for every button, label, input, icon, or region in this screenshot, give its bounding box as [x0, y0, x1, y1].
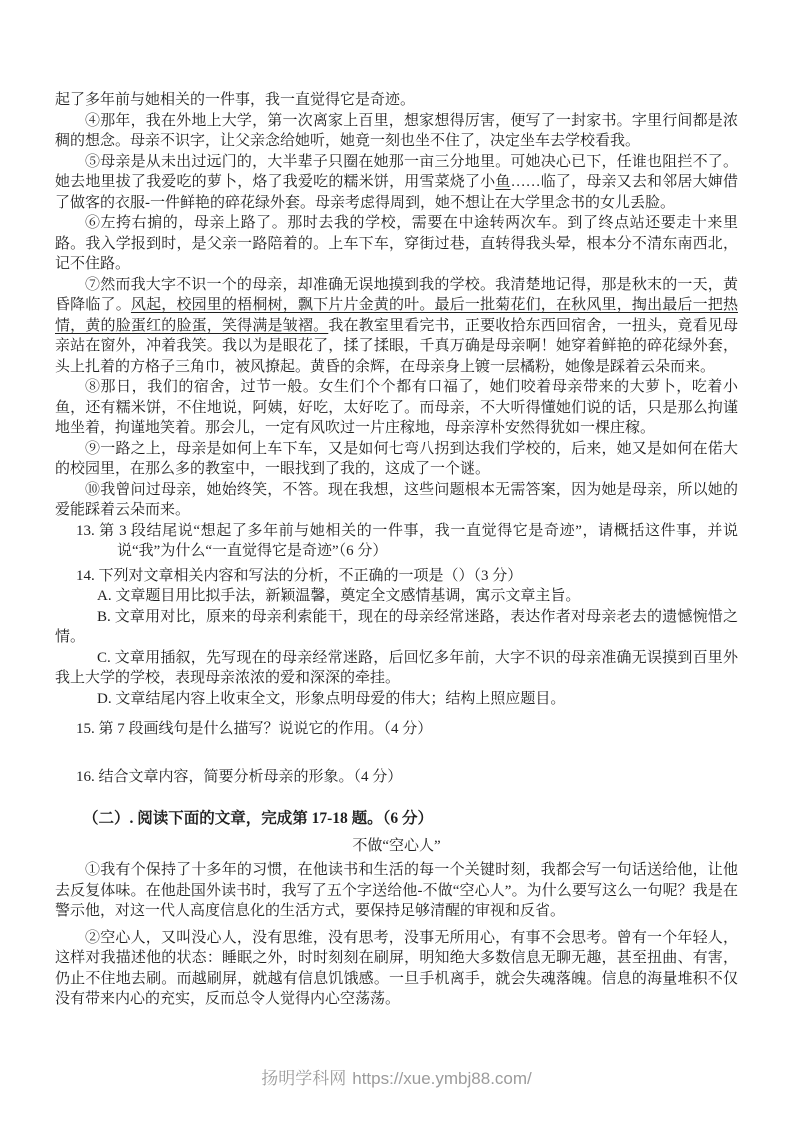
article-2-paragraph-2: ②空心人，又叫没心人，没有思维，没有思考，没事无所用心，有事不会思考。曾有一个年轻人，这样对我描述他的状态：睡眠之外，时时刻刻在刷屏，明知绝大多数信息无聊无趣，甚至扭曲、有害，仍止不住地去刷。而越刷屏，就越有信息饥饿感。一旦手机离手，就会失魂落魄。信息的海量堆积不仅没有带来内心的充实，反而总令人觉得内心空荡荡。 [55, 929, 738, 1007]
paragraph-8: ⑧那日，我们的宿舍，过节一般。女生们个个都有口福了，她们咬着母亲带来的大萝卜，吃着小鱼，还有糯米饼，不住地说，阿姨，好吃，太好吃了。而母亲，不大听得懂她们说的话，只是那么拘谨地坐着，拘谨地笑着。那会儿，一定有风吹过一片庄稼地，母亲淳朴安然得犹如一棵庄稼。 [55, 379, 738, 436]
paragraph-7-text: ⑦然而我大字不识一个的母亲，却准确无误地摸到我的学校。我清楚地记得，那是秋末的一天，黄昏降临了。 [55, 276, 738, 313]
paragraph-5 [55, 152, 738, 214]
paragraph-10: ⑩我曾问过母亲，她始终笑，不答。现在我想，这些问题根本无需答案，因为她是母亲，所以她的爱能踩着云朵而来。 [55, 481, 738, 518]
paragraph-7-underlined-sentence: 风起，校园里的梧桐树，飘下片片金黄的叶。最后一批菊花们，在秋风里，掏出最后一把热情，黄的脸蛋红的脸蛋，笑得满是皱褶。 [55, 297, 738, 334]
question-14-option-c: C. 文章用插叙，先写现在的母亲经常迷路，后回忆多年前，大字不识的母亲准确无误摸到百里外我上大学的学校，表现母亲浓浓的爱和深深的牵挂。 [55, 649, 738, 686]
paragraph-4: ④那年，我在外地上大学，第一次离家上百里，想家想得厉害，便写了一封家书。字里行间都是浓稠的想念。母亲不识字，让父亲念给她听，她竟一刻也坐不住了，决定坐车去学校看我。 [55, 112, 738, 149]
question-14-option-d: D. 文章结尾内容上收束全文，形象点明母爱的伟大；结构上照应题目。 [97, 690, 566, 707]
site-url: https://xue.ymbj88.com/ [352, 1069, 532, 1088]
section-2-header: （二）. 阅读下面的文章，完成第 17-18 题。（6 分） [83, 810, 434, 827]
site-watermark [0, 1064, 793, 1089]
paragraph-9: ⑨一路之上，母亲是如何上车下车，又是如何七弯八拐到达我们学校的，后来，她又是如何在偌大的校园里，在那么多的教室中，一眼找到了我的，这成了一个谜。 [55, 440, 738, 477]
site-name: 扬明学科网 [261, 1069, 347, 1088]
article-2-paragraph-1: ①我有个保持了十多年的习惯，在他读书和生活的每一个关键时刻，我都会写一句话送给他，让他去反复体味。在他赴国外读书时，我写了五个字送给他-不做“空心人”。为什么要写这么一句呢？我是在警示他，对这一代人高度信息化的生活方式，要保持足够清醒的审视和反省。 [55, 862, 738, 919]
paragraph-5-text-cont: ……临了，母亲又去和邻居大婶借了做客的衣服-一件鲜艳的碎花绿外套。母亲考虑得周到，她不想让在大学里念书的女儿丢脸。 [55, 174, 738, 211]
question-14: 14. 下列对文章相关内容和写法的分析，不正确的一项是（）（3 分） [76, 567, 523, 584]
paragraph-7 [55, 275, 738, 378]
question-15: 15. 第 7 段画线句是什么描写？说说它的作用。（4 分） [76, 721, 433, 737]
paragraph-continuation: 起了多年前与她相关的一件事，我一直觉得它是奇迹。 [55, 92, 416, 108]
question-16: 16. 结合文章内容，简要分析母亲的形象。（4 分） [76, 768, 403, 785]
question-14-option-a: A. 文章题目用比拟手法，新颖温馨，奠定全文感情基调，寓示文章主旨。 [97, 588, 581, 604]
article-2-title: 不做“空心人” [352, 837, 441, 854]
question-13: 13. 第 3 段结尾说“想起了多年前与她相关的一件事，我一直觉得它是奇迹”，请概括这件事，并说说“我”为什么“一直觉得它是奇迹”（6 分） [76, 522, 738, 559]
question-14-option-b: B. 文章用对比，原来的母亲利索能干，现在的母亲经常迷路，表达作者对母亲老去的遗憾惋惜之情。 [55, 608, 738, 645]
paragraph-5-underlined-word: 鱼 [495, 174, 511, 190]
paragraph-5-text: ⑤母亲是从未出过远门的，大半辈子只圈在她那一亩三分地里。可她决心已下，任谁也阻拦不了。她去地里拔了我爱吃的萝卜，烙了我爱吃的糯米饼，用雪菜烧了小 [55, 153, 738, 190]
paragraph-6: ⑥左挎右掮的，母亲上路了。那时去我的学校，需要在中途转两次车。到了终点站还要走十来里路。我入学报到时，是父亲一路陪着的。上车下车，穿街过巷，直转得我头晕，根本分不清东南西北，记不住路。 [55, 215, 738, 272]
paragraph-7-text-cont: 我在教室里看完书，正要收拾东西回宿舍，一扭头，竟看见母亲站在窗外，冲着我笑。我以为是眼花了，揉了揉眼，千真万确是母亲啊！她穿着鲜艳的碎花绿外套，头上扎着的方格子三角巾，被风撩起。黄昏的余辉，在母亲身上镀一层橘粉，她像是踩着云朵而来。 [55, 317, 738, 375]
